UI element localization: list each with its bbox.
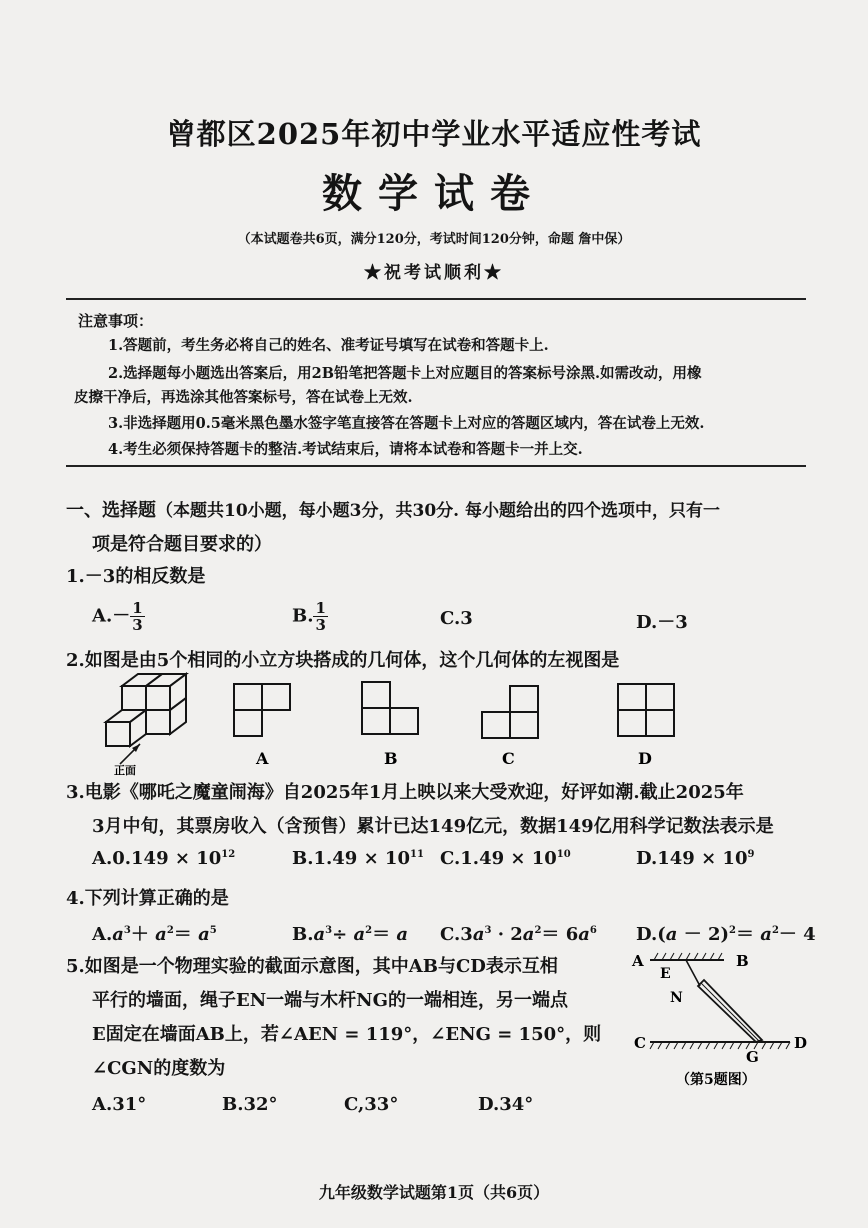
q2-label-d: D [638,749,652,768]
page-footer: 九年级数学试题第1页（共6页） [318,1183,550,1202]
q3-option-d [636,848,754,869]
note-2: 2.选择题每小题选出答案后，用2B铅笔把答题卡上对应题目的答案标号涂黑.如需改动，用橡 [108,365,702,382]
note-3: 3.非选择题用0.5毫米黑色墨水签字笔直接答在答题卡上对应的答题区域内，答在试卷上无效. [108,415,705,432]
section-heading-label: 一、选择题 [66,500,156,521]
q4-option-d: $D.(a - 2)^2= a^2- 4$ [636,924,816,945]
q5-line3: E固定在墙面AB上，若∠AEN = 119°，∠ENG = 150°，则 [92,1024,602,1045]
q3-d-text: D.149 × 10 [636,848,748,869]
q1-option-c: C.3 [440,608,473,629]
q5-option-c: C,33° [344,1094,399,1115]
q3-option-c [440,848,571,869]
q1-b-num: 1 [315,599,326,617]
rod-ng-inner [701,983,759,1041]
q4-option-a: $A.a^3+ a^2= a^5$ [92,924,217,945]
exam-info: （本试题卷共6页，满分120分，考试时间120分钟，命题 詹中保） [237,232,631,247]
q3-a-text: A.0.149 × 10 [92,848,222,869]
q5-line1: 5.如图是一个物理实验的截面示意图，其中AB与CD表示互相 [66,956,558,977]
q3-d-exp: 9 [747,849,755,860]
wall-ab-hatch [654,953,722,960]
q2-option-c-figure [482,686,538,738]
q2-stem: 2.如图是由5个相同的小立方块搭成的几何体，这个几何体的左视图是 [66,650,620,671]
q2-solid-figure [106,674,186,746]
q3-line1: 3.电影《哪吒之魔童闹海》自2025年1月上映以来大受欢迎，好评如潮.截止2025年 [66,782,744,803]
q1-b-den: 3 [315,616,326,634]
q4-stem: 4.下列计算正确的是 [66,888,229,909]
point-c: C [634,1034,646,1052]
q2-figures [96,672,716,776]
q3-b-exp: 11 [409,849,424,860]
section-heading-rest: （本题共10小题，每小题3分，共30分. 每小题给出的四个选项中，只有一 [156,501,720,521]
note-1: 1.答题前，考生务必将自己的姓名、准考证号填写在试卷和答题卡上. [108,337,549,354]
point-e: E [660,966,671,982]
point-n: N [670,990,683,1006]
q4-option-c: $C.3a^3 \cdot 2a^2= 6a^6$ [440,924,597,945]
q2-label-a: A [256,749,269,768]
point-a: A [632,952,644,970]
q5-option-a: A.31° [92,1094,147,1115]
point-d: D [794,1034,808,1052]
note-2-cont: 皮擦干净后，再选涂其他答案标号，答在试卷上无效. [74,389,413,406]
exam-title: 曾都区2025年初中学业水平适应性考试 [166,117,702,151]
q1-a-den: 3 [132,616,143,634]
q1-option-d: D.－3 [636,612,688,633]
q2-label-b: B [384,749,398,768]
point-g: G [746,1048,759,1066]
q3-a-exp: 12 [221,849,236,860]
divider-bottom [66,465,806,467]
notes-heading: 注意事项： [78,312,154,330]
q1-a-num: 1 [132,599,143,617]
q2-label-c: C [502,749,515,768]
divider-top [66,298,806,300]
q3-option-b [292,848,424,869]
q2-option-b-figure [362,682,418,734]
fig5-caption: （第5题图） [676,1072,756,1088]
q5-line2: 平行的墙面，绳子EN一端与木杆NG的一端相连，另一端点 [92,990,568,1011]
q3-b-text: B.1.49 × 10 [292,848,410,869]
q3-c-exp: 10 [556,849,571,860]
section-heading-line2: 项是符合题目要求的） [92,534,272,555]
subject-title: 数学试卷 [322,170,546,217]
q3-c-text: C.1.49 × 10 [440,848,557,869]
q1-option-b [292,600,328,633]
q5-option-d: D.34° [478,1094,534,1115]
q2-option-d-figure [618,684,674,736]
q3-option-a [92,848,235,869]
q4-option-b: $B.a^3\div a^2= a$ [292,924,409,945]
q1-b-fraction [313,600,327,633]
q1-b-label: B. [292,605,314,627]
q1-stem: 1.－3的相反数是 [66,566,206,587]
point-b: B [736,952,749,970]
blessing: ★祝考试顺利★ [364,263,504,283]
q1-option-a [92,600,145,633]
q1-a-label: A.－ [92,605,131,627]
q5-option-b: B.32° [222,1094,278,1115]
q5-figure [628,950,814,1090]
note-4: 4.考生必须保持答题卡的整洁.考试结束后，请将本试卷和答题卡一并上交. [108,441,583,458]
q3-line2: 3月中旬，其票房收入（含预售）累计已达149亿元，数据149亿用科学记数法表示是 [92,816,774,837]
q2-option-a-figure [234,684,290,736]
q5-line4: ∠CGN的度数为 [92,1058,226,1079]
rope-en [686,960,700,986]
front-label: 正面 [114,764,136,776]
wall-cd-hatch [650,1042,790,1049]
q1-a-fraction [130,600,144,633]
section-heading [66,496,720,526]
